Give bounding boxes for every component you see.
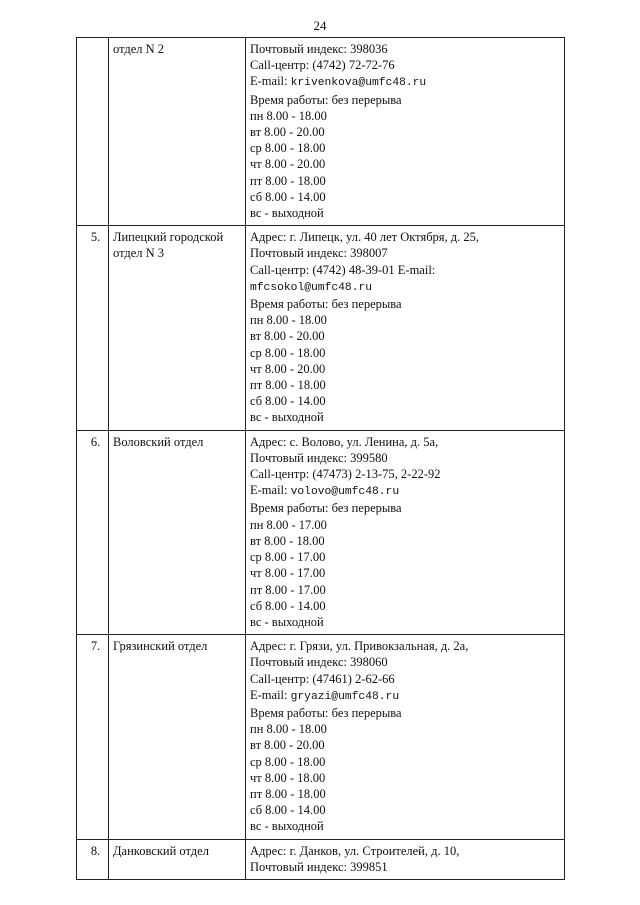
info-line (250, 124, 560, 140)
info-value: Адрес: с. Волово, ул. Ленина, д. 5а, (250, 434, 439, 449)
info-value: пн 8.00 - 18.00 (250, 108, 327, 123)
info-value: (4742) 48-39-01 E-mail: (312, 262, 436, 277)
table-row (77, 430, 565, 634)
table-row (77, 839, 565, 879)
row-number: 8. (90, 843, 101, 858)
info-value: пн 8.00 - 18.00 (250, 313, 327, 328)
info-value: пт 8.00 - 18.00 (250, 378, 326, 393)
offices-table-body (77, 38, 565, 880)
info-value: вт 8.00 - 20.00 (250, 125, 325, 140)
info-line (250, 549, 560, 565)
info-line (250, 361, 560, 377)
email-value: volovo@umfc48.ru (290, 486, 400, 499)
email-value: mfcsokol@umfc48.ru (250, 281, 373, 294)
info-value: пн 8.00 - 17.00 (250, 517, 327, 532)
info-label: Почтовый индекс: (250, 655, 351, 670)
office-info (246, 635, 565, 839)
info-value: 399851 (350, 859, 388, 874)
info-label: Почтовый индекс: (250, 450, 351, 465)
info-line (250, 205, 560, 221)
office-info (246, 226, 565, 430)
info-label: E-mail: (250, 483, 291, 498)
row-number: 5. (90, 230, 101, 245)
info-value: Адрес: г. Липецк, ул. 40 лет Октября, д. 25, (250, 230, 480, 245)
info-line (250, 156, 560, 172)
info-line (250, 565, 560, 581)
info-line (250, 409, 560, 425)
row-number-cell (77, 38, 109, 226)
office-name: Воловский отдел (109, 430, 246, 634)
info-line (250, 737, 560, 753)
info-line (250, 140, 560, 156)
info-value: сб 8.00 - 14.00 (250, 803, 326, 818)
office-name: отдел N 2 (109, 38, 246, 226)
info-value: Адрес: г. Данков, ул. Строителей, д. 10, (250, 843, 460, 858)
info-line (250, 73, 560, 91)
page-number: 24 (313, 18, 327, 33)
info-value: 399580 (350, 450, 388, 465)
email-value: gryazi@umfc48.ru (290, 690, 400, 703)
info-line (250, 582, 560, 598)
info-value: ср 8.00 - 18.00 (250, 141, 326, 156)
info-value: (47461) 2-62-66 (312, 671, 395, 686)
info-line (250, 802, 560, 818)
info-value: вт 8.00 - 20.00 (250, 329, 325, 344)
info-line (250, 92, 560, 108)
info-line (250, 721, 560, 737)
info-label: Почтовый индекс: (250, 246, 351, 261)
row-number: 7. (90, 639, 101, 654)
info-label: Почтовый индекс: (250, 42, 351, 56)
info-line (250, 434, 560, 450)
info-line (250, 517, 560, 533)
info-value: сб 8.00 - 14.00 (250, 189, 326, 204)
info-line (250, 671, 560, 687)
info-line (250, 278, 560, 296)
info-line (250, 533, 560, 549)
email-value: krivenkova@umfc48.ru (290, 77, 427, 90)
info-line (250, 687, 560, 705)
info-value: ср 8.00 - 17.00 (250, 550, 326, 565)
info-value: Адрес: г. Грязи, ул. Привокзальная, д. 2а, (250, 639, 469, 654)
info-line (250, 189, 560, 205)
info-value: ср 8.00 - 18.00 (250, 345, 326, 360)
info-value: Время работы: без перерыва (250, 297, 402, 312)
info-line (250, 705, 560, 721)
info-line (250, 859, 560, 875)
info-value: вт 8.00 - 20.00 (250, 738, 325, 753)
office-name: Липецкий городской отдел N 3 (109, 226, 246, 430)
info-line (250, 262, 560, 278)
info-value: вс - выходной (250, 614, 324, 629)
info-value: вс - выходной (250, 206, 324, 221)
info-line (250, 450, 560, 466)
info-line (250, 843, 560, 859)
info-line (250, 296, 560, 312)
table-row (77, 38, 565, 226)
info-line (250, 108, 560, 124)
info-line (250, 598, 560, 614)
info-line (250, 312, 560, 328)
info-value: чт 8.00 - 18.00 (250, 770, 326, 785)
row-number-cell (77, 430, 109, 634)
info-value: пт 8.00 - 18.00 (250, 173, 326, 188)
office-info (246, 430, 565, 634)
info-line (250, 173, 560, 189)
office-info (246, 38, 565, 226)
info-value: чт 8.00 - 17.00 (250, 566, 326, 581)
info-line (250, 638, 560, 654)
table-row (77, 635, 565, 839)
info-label: Почтовый индекс: (250, 859, 351, 874)
info-line (250, 377, 560, 393)
row-number-cell (77, 226, 109, 430)
table-row (77, 226, 565, 430)
row-number-cell (77, 839, 109, 879)
office-name: Данковский отдел (109, 839, 246, 879)
info-value: ср 8.00 - 18.00 (250, 754, 326, 769)
info-line (250, 229, 560, 245)
info-line (250, 41, 560, 57)
info-value: пт 8.00 - 17.00 (250, 582, 326, 597)
info-label: Call-центр: (250, 671, 313, 686)
info-line (250, 786, 560, 802)
info-label: E-mail: (250, 74, 291, 89)
info-value: (4742) 72-72-76 (312, 58, 395, 73)
info-line (250, 482, 560, 500)
info-value: Время работы: без перерыва (250, 501, 402, 516)
info-line (250, 770, 560, 786)
info-line (250, 393, 560, 409)
info-value: вс - выходной (250, 410, 324, 425)
offices-table (76, 37, 565, 880)
info-value: Время работы: без перерыва (250, 705, 402, 720)
office-name: Грязинский отдел (109, 635, 246, 839)
info-value: пн 8.00 - 18.00 (250, 722, 327, 737)
info-label: Call-центр: (250, 467, 313, 482)
info-line (250, 818, 560, 834)
info-line (250, 245, 560, 261)
info-line (250, 654, 560, 670)
info-label: E-mail: (250, 687, 291, 702)
info-value: 398007 (350, 246, 388, 261)
info-label: Call-центр: (250, 58, 313, 73)
info-line (250, 500, 560, 516)
info-value: вс - выходной (250, 819, 324, 834)
info-line (250, 466, 560, 482)
info-value: чт 8.00 - 20.00 (250, 157, 326, 172)
info-label: Call-центр: (250, 262, 313, 277)
info-value: чт 8.00 - 20.00 (250, 361, 326, 376)
office-info (246, 839, 565, 879)
info-line (250, 328, 560, 344)
info-value: (47473) 2-13-75, 2-22-92 (312, 467, 441, 482)
info-value: 398036 (350, 42, 388, 56)
info-line (250, 614, 560, 630)
info-value: вт 8.00 - 18.00 (250, 533, 325, 548)
row-number: 6. (90, 434, 101, 449)
info-value: сб 8.00 - 14.00 (250, 598, 326, 613)
info-line (250, 754, 560, 770)
info-value: сб 8.00 - 14.00 (250, 394, 326, 409)
info-value: Время работы: без перерыва (250, 92, 402, 107)
info-line (250, 345, 560, 361)
info-line (250, 57, 560, 73)
info-value: 398060 (350, 655, 388, 670)
info-value: пт 8.00 - 18.00 (250, 786, 326, 801)
row-number-cell (77, 635, 109, 839)
